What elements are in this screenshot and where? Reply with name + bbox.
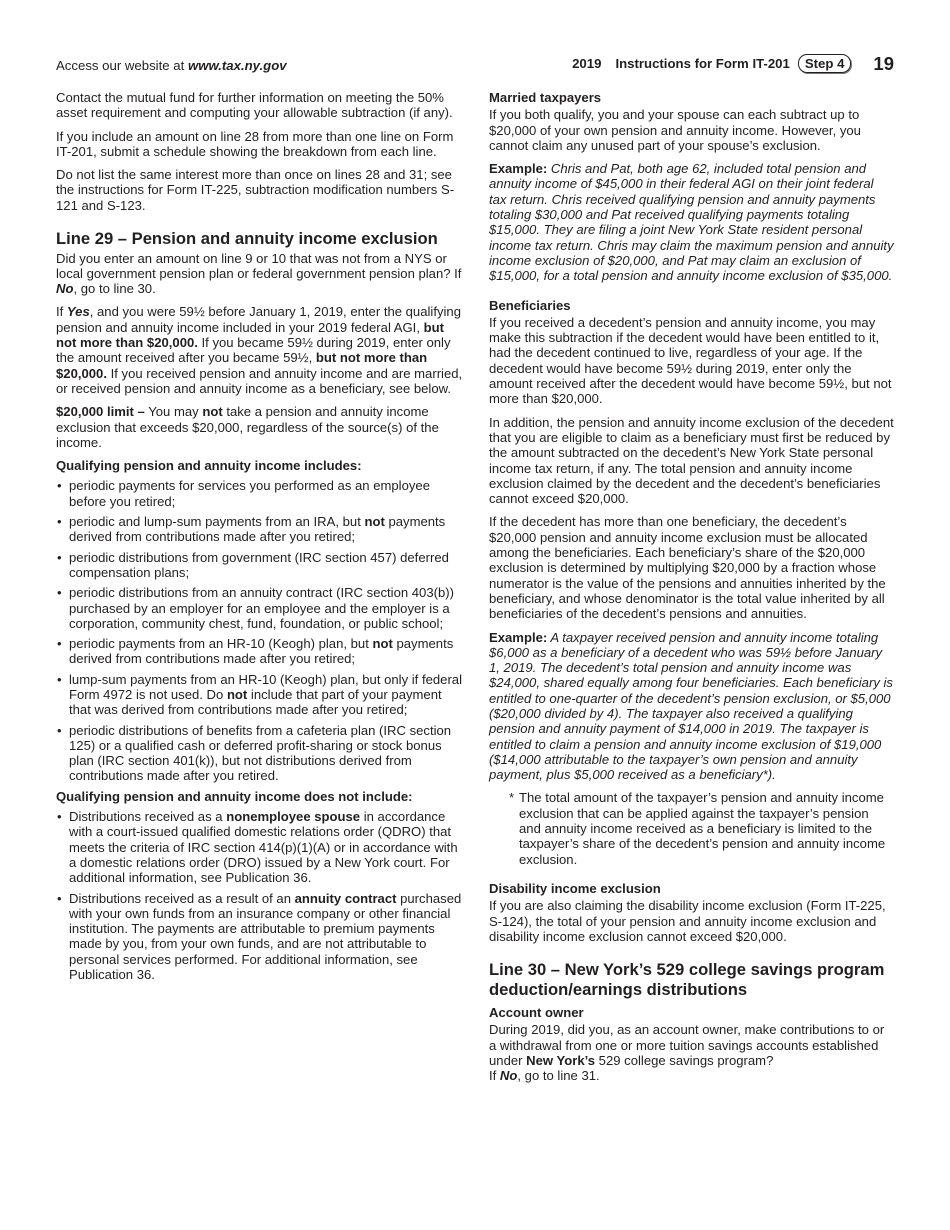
line29-heading: Line 29 – Pension and annuity income exclusion (56, 229, 438, 249)
interest-paragraph: Do not list the same interest more than once on lines 28 and 31; see the instructions for Form IT-225, subtraction modification numbers S-121 and S-123. (56, 167, 455, 213)
form-title-block (572, 54, 894, 73)
list-item: • periodic distributions from government (IRC section 457) deferred compensation plans; (56, 550, 464, 581)
beneficiaries-paragraph-2: In addition, the pension and annuity income exclusion of the decedent that you are eligible to claim as a beneficiary must first be reduced by the amount subtracted on the decedent’s New York State personal income tax return, if any. The total pension and annuity income exclusion claimed by the decedent and the decedent’s beneficiaries cannot exceed $20,000. (489, 414, 894, 507)
schedule-paragraph: If you include an amount on line 28 from more than one line on Form IT-201, submit a schedule showing the breakdown from each line. (56, 128, 454, 159)
list-item: • periodic distributions of benefits from a cafeteria plan (IRC section 125) or a qualified cash or deferred profit-sharing or stock bonus plan (IRC section 401(k)), but not distributions derived from contributions made after you retired. (56, 723, 464, 784)
website-line: Access our website at www.tax.ny.gov (56, 58, 287, 73)
example-married: Example: Chris and Pat, both age 62, included total pension and annuity income of $45,000 in their federal AGI on their joint federal tax return. Chris received qualifying pension and annuity payments totaling $30,000 and Pat received qualifying payments totaling $15,000. They are filing a joint New York State resident personal income tax return. Chris may claim the maximum pension and annuity income exclusion of $20,000, and Pat may claim an exclusion of $15,000, for a total pension and annuity income exclusion of $35,000. (489, 161, 894, 284)
list-item: • periodic distributions from an annuity contract (IRC section 403(b)) purchased by an employer for an employee and the employer is a corporation, community chest, fund, foundation, or public school; (56, 585, 464, 631)
website-link[interactable]: www.tax.ny.gov (187, 58, 287, 73)
account-owner-heading: Account owner (489, 1005, 584, 1021)
page-number: 19 (873, 52, 894, 74)
form-year: 2019 (572, 55, 602, 71)
list-item: • Distributions received as a result of an annuity contract purchased with your own funds from an insurance company or other financial institution. The payments are attributable to premium payments made by you, from your own funds, and are not attributable to personal services performed. For additional information, see Publication 36. (56, 891, 464, 983)
disability-heading: Disability income exclusion (489, 880, 661, 896)
form-title: Instructions for Form IT-201 (615, 55, 790, 71)
beneficiaries-heading: Beneficiaries (489, 297, 571, 313)
not-include-list (56, 809, 464, 982)
page-header (56, 54, 894, 78)
line29-yes-paragraph: If Yes, and you were 59½ before January 1, 2019, enter the qualifying pension and annuity income included in your 2019 federal AGI, but not more than $20,000. If you became 59½ during 2019, enter only the amount received after you became 59½, but not more than $20,000. If you received pension and annuity income and are married, or received pension and annuity income as a beneficiary, see below. (56, 304, 463, 396)
mutual-fund-paragraph: Contact the mutual fund for further information on meeting the 50% asset requirement and computing your allowable subtraction (if any). (56, 90, 453, 121)
not-include-heading: Qualifying pension and annuity income does not include: (56, 788, 413, 804)
disability-paragraph: If you are also claiming the disability income exclusion (Form IT-225, S-124), the total of your pension and annuity income exclusion and disability income exclusion cannot exceed $20,000. (489, 898, 886, 944)
left-column (56, 90, 464, 987)
footnote: * The total amount of the taxpayer’s pension and annuity income exclusion that can be applied against the taxpayer’s pension and annuity income received as a beneficiary is limited to the taxpayer’s share of the decedent’s pension and annuity income exclusion. (509, 790, 886, 867)
married-paragraph: If you both qualify, you and your spouse can each subtract up to $20,000 of your own pension and annuity income. However, you cannot claim any unused part of your spouse’s exclusion. (489, 107, 861, 153)
example-beneficiary: Example: A taxpayer received pension and annuity income totaling $6,000 as a beneficiary of a decedent who was 59½ before January 1, 2019. The decedent’s total pension and annuity income was $24,000, shared equally among four beneficiaries. Each beneficiary is entitled to one-quarter of the decedent’s pension exclusion, or $5,000 ($20,000 divided by 4). The taxpayer also received a qualifying pension and annuity payment of $14,000 in 2019. The taxpayer is entitled to claim a pension and annuity income exclusion of $19,000 ($14,000 attributable to the taxpayer’s own pension and annuity payment, plus $5,000 received as a beneficiary*). (489, 629, 893, 783)
beneficiaries-paragraph-3: If the decedent has more than one beneficiary, the decedent’s $20,000 pension and annuity income exclusion must be allocated among the beneficiaries. Each beneficiary’s share of the $20,000 exclusion is determined by multiplying $20,000 by a fraction whose numerator is the value of the pensions and annuities inherited by the beneficiary, and whose denominator is the total value inherited by all beneficiaries of the decedent’s pensions and annuities. (489, 514, 886, 622)
list-item: • periodic and lump-sum payments from an IRA, but not payments derived from contributions made after you retired; (56, 514, 464, 545)
limit-paragraph: $20,000 limit – You may not take a pension and annuity income exclusion that exceeds $20,000, regardless of the source(s) of the income. (56, 404, 439, 450)
includes-list (56, 478, 464, 783)
right-column (489, 90, 894, 1092)
includes-heading: Qualifying pension and annuity income includes: (56, 458, 362, 474)
list-item: • lump-sum payments from an HR-10 (Keogh) plan, but only if federal Form 4972 is not used. Do not include that part of your payment that was derived from contributions made after you retired; (56, 672, 464, 718)
married-heading: Married taxpayers (489, 90, 602, 105)
account-owner-paragraph: During 2019, did you, as an account owner, make contributions to or a withdrawal from one or more tuition savings accounts established under New York’s 529 college savings program? If No, go to line 31. (489, 1022, 885, 1084)
line29-question: Did you enter an amount on line 9 or 10 that was not from a NYS or local government pension plan or federal government pension plan? If No, go to line 30. (56, 250, 462, 297)
line30-heading: Line 30 – New York’s 529 college savings program deduction/earnings distributions (489, 960, 885, 999)
asterisk: * (509, 790, 515, 806)
list-item: • periodic payments from an HR-10 (Keogh) plan, but not payments derived from contributions made after you retired; (56, 636, 464, 667)
beneficiaries-paragraph-1: If you received a decedent’s pension and annuity income, you may make this subtraction if the decedent would have been entitled to it, had the decedent continued to live, regardless of your age. If the decedent would have become 59½ during 2019, enter only the amount received after the decedent would have become 59½, but not more than $20,000. (489, 314, 892, 407)
step-badge: Step 4 (798, 54, 852, 73)
list-item: • Distributions received as a nonemployee spouse in accordance with a court-issued qualified domestic relations order (QDRO) that meets the criteria of IRC section 414(p)(1)(A) or in accordance with a domestic relations order (DRO) issued by a New York court. For additional information, see Publication 36. (56, 809, 464, 885)
list-item: • periodic payments for services you performed as an employee before you retired; (56, 478, 464, 509)
